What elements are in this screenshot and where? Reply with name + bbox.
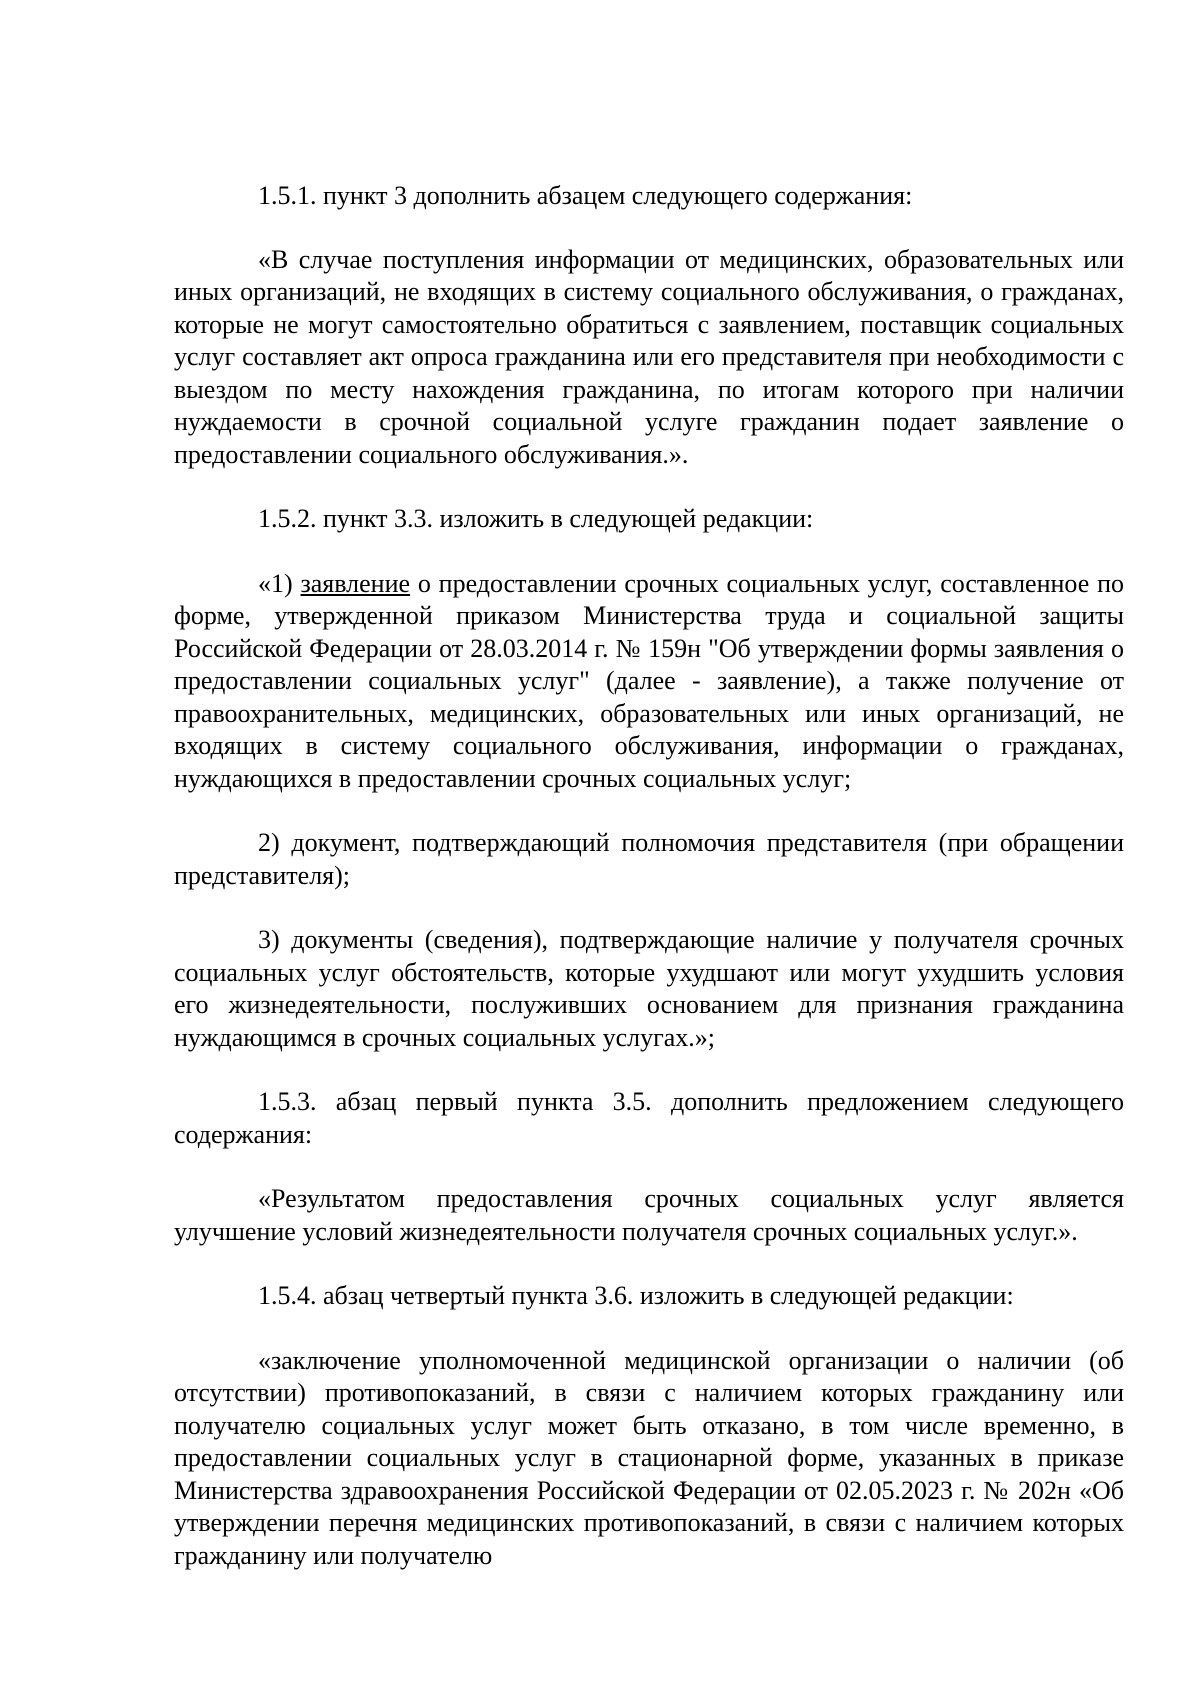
paragraph-quote-3: «заключение уполномоченной медицинской организации о наличии (об отсутствии) противопоказаний, в связи с наличием которых гражданину или получателю социальных услуг может быть отказано, в том числе временно, в предоставлении социальных услуг в стационарной форме, указанных в приказе Министерства здравоохранения Российской Федерации от 02.05.2023 г. № 202н «Об утверждении перечня медицинских противопоказаний, в связи с наличием которых гражданину или получателю: [174, 1345, 1124, 1570]
underlined-word: заявление: [300, 568, 411, 598]
paragraph-1-5-1: 1.5.1. пункт 3 дополнить абзацем следующего содержания:: [258, 181, 913, 210]
paragraph-item-1: [174, 568, 1124, 796]
paragraph-1-5-4: 1.5.4. абзац четвертый пункта 3.6. изложить в следующей редакции:: [258, 1281, 1014, 1310]
document-page: [174, 180, 1124, 1604]
paragraph-quote-2: «Результатом предоставления срочных социальных услуг является улучшение условий жизнедеятельности получателя срочных социальных услуг.».: [174, 1184, 1124, 1246]
paragraph-1-5-3: 1.5.3. абзац первый пункта 3.5. дополнить предложением следующего содержания:: [174, 1087, 1124, 1149]
paragraph-item-3: 3) документы (сведения), подтверждающие наличие у получателя срочных социальных услуг обстоятельств, которые ухудшают или могут ухудшить условия его жизнедеятельности, послуживших основанием для признания гражданина нуждающимся в срочных социальных услугах.»;: [174, 925, 1124, 1052]
paragraph-item-2: 2) документ, подтверждающий полномочия представителя (при обращении представителя);: [174, 828, 1124, 890]
item-1-text: о предоставлении срочных социальных услуг, составленное по форме, утвержденной приказом Министерства труда и социальной защиты Российской Федерации от 28.03.2014 г. № 159н "Об утверждении формы заявления о предоставлении социальных услуг" (далее - заявление), а также получение от правоохранительных, медицинских, образовательных или иных организаций, не входящих в систему социального обслуживания, информации о гражданах, нуждающихся в предоставлении срочных социальных услуг;: [174, 568, 1124, 793]
paragraph-quote-1: «В случае поступления информации от медицинских, образовательных или иных организаций, не входящих в систему социального обслуживания, о гражданах, которые не могут самостоятельно обратиться с заявлением, поставщик социальных услуг составляет акт опроса гражданина или его представителя при необходимости с выездом по месту нахождения гражданина, по итогам которого при наличии нуждаемости в срочной социальной услуге гражданин подает заявление о предоставлении социального обслуживания.».: [174, 244, 1124, 469]
paragraph-1-5-2: 1.5.2. пункт 3.3. изложить в следующей редакции:: [258, 504, 814, 533]
item-1-prefix: «1): [258, 568, 301, 598]
